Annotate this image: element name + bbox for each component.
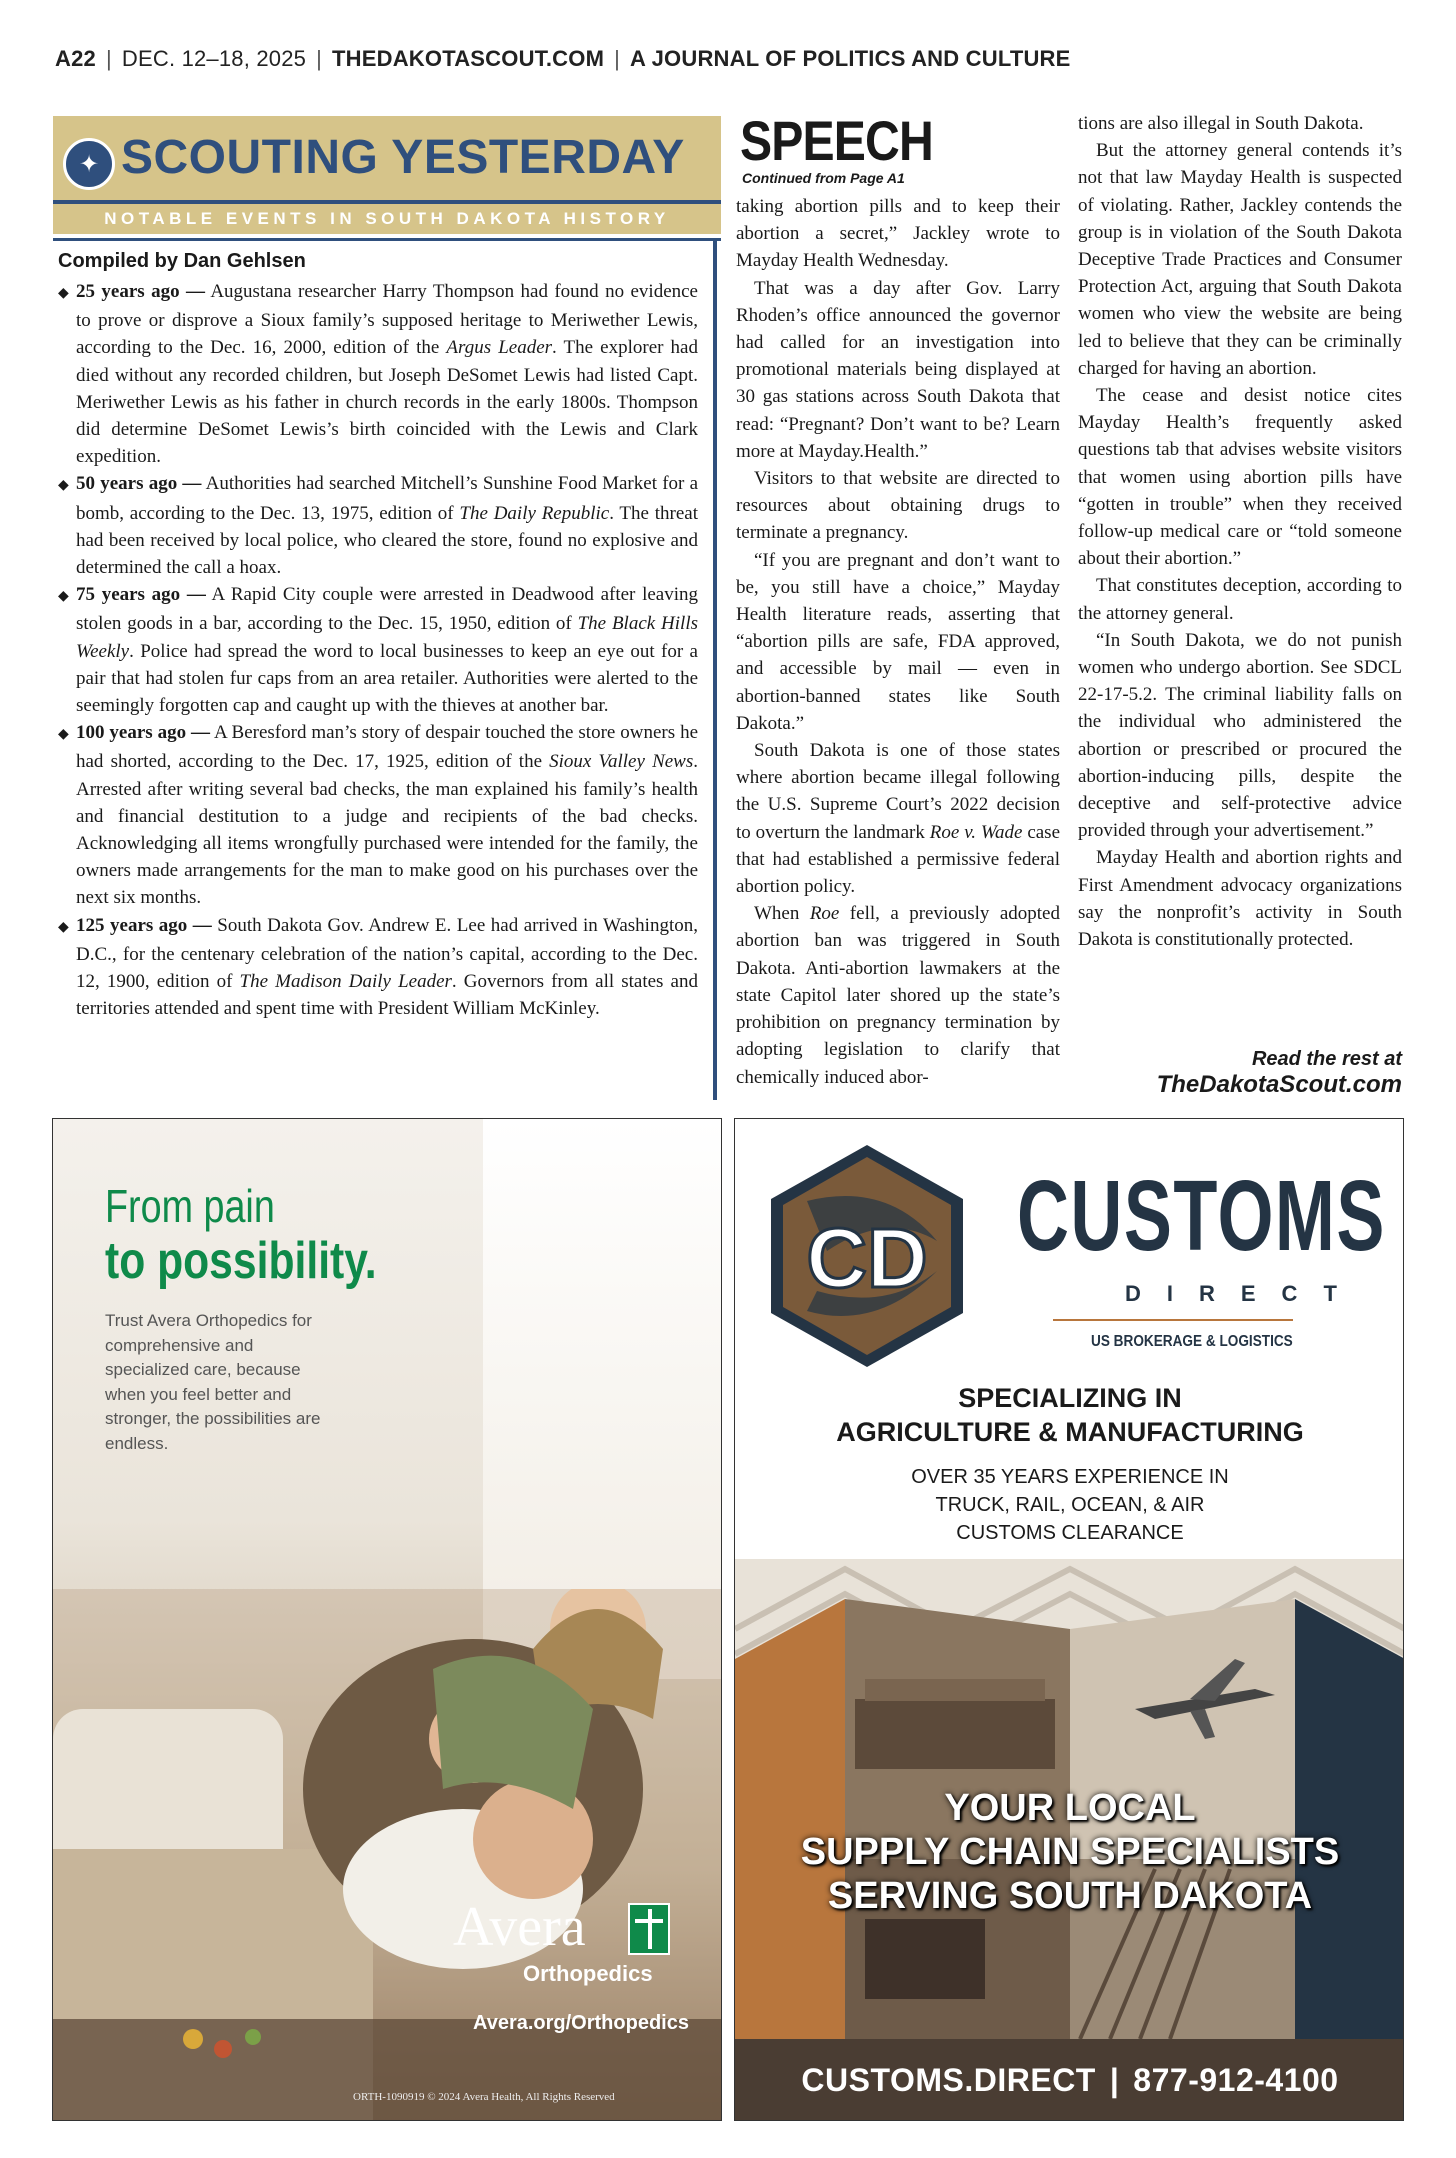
avera-logo: Avera [453,1896,586,1958]
byline: Compiled by Dan Gehlsen [58,250,306,272]
slogan: YOUR LOCAL SUPPLY CHAIN SPECIALISTS SERVING SOUTH DAKOTA [800,1787,1340,1917]
diamond-bullet-icon: ◆ [58,726,69,743]
continued-from: Continued from Page A1 [742,170,905,186]
paragraph: “In South Dakota, we do not punish women who undergo abortion. See SDCL 22-17-5.2. The criminal liability falls on the individual who administered the abortion or prescribed or procured the abortion-inducing pills, despite the deceptive and self-protective advice provided through your advertisement.” [1078,629,1402,842]
contact-footer: CUSTOMS.DIRECT | 877-912-4100 [735,2039,1404,2121]
page-header: A22 | DEC. 12–18, 2025 | THEDAKOTASCOUT.COM | A JOURNAL OF POLITICS AND CULTURE [55,46,1071,71]
section-subtitle: NOTABLE EVENTS IN SOUTH DAKOTA HISTORY [53,204,721,234]
story-column-2 [736,193,1060,1091]
diamond-bullet-icon: ◆ [58,588,69,605]
diamond-bullet-icon: ◆ [58,918,69,935]
story-column-3 [1078,110,1402,953]
experience: OVER 35 YEARS EXPERIENCE IN TRUCK, RAIL, OCEAN, & AIR CUSTOMS CLEARANCE [911,1466,1229,1544]
column-divider [713,240,717,1100]
customs-direct-ad[interactable] [734,1118,1404,2121]
paragraph: When Roe fell, a previously adopted abortion ban was triggered in South Dakota. Anti-abortion lawmakers at the state Capitol later shored up the state’s prohibition on pregnancy termination by adopting legislation to clarify that chemically induced abor- [736,903,1060,1088]
customs-direct-label: DIRECT [1125,1281,1363,1306]
paragraph: That was a day after Gov. Larry Rhoden’s office announced the governor had called for an investigation into promotional materials being displayed at 30 gas stations across South Dakota that read: “Pregnant? Don’t want to be? Learn more at Mayday.Health.” [736,277,1060,462]
paragraph: Visitors to that website are directed to resources about obtaining drugs to terminate a pregnancy. [736,468,1060,544]
ad-headline-2: to possibility. [105,1232,377,1290]
diamond-bullet-icon: ◆ [58,285,69,301]
service-line: US BROKERAGE & LOGISTICS [1091,1333,1293,1350]
read-more-link[interactable]: Read the rest at TheDakotaScout.com [1156,1048,1402,1098]
cd-mark-text: CD [806,1211,928,1305]
avera-url[interactable]: Avera.org/Orthopedics [473,2012,689,2034]
scouting-yesterday-banner [53,116,721,208]
avera-logo-sub: Orthopedics [523,1961,653,1986]
fine-print: ORTH-1090919 © 2024 Avera Health, All Rights Reserved [353,2091,615,2103]
history-item: ◆ 125 years ago — South Dakota Gov. Andrew E. Lee had arrived in Washington, D.C., for the centenary celebration of the nation’s capital, according to the Dec. 12, 1900, edition of The Madison Daily Leader. Governors from all states and territories attended and spent time with President William McKinley. [58,914,698,1020]
customs-url[interactable]: CUSTOMS.DIRECT [801,2062,1096,2098]
paragraph: That constitutes deception, according to the attorney general. [1078,575,1402,624]
ad-headline-1: From pain [105,1180,275,1232]
paragraph: tions are also illegal in South Dakota. [1078,113,1364,134]
site-link[interactable]: THEDAKOTASCOUT.COM [332,46,605,71]
paragraph: taking abortion pills and to keep their abortion a secret,” Jackley wrote to Mayday Health Wednesday. [736,196,1060,272]
tagline: A JOURNAL OF POLITICS AND CULTURE [630,46,1071,71]
section-title: SCOUTING YESTERDAY [121,131,685,184]
paragraph: “If you are pregnant and don’t want to be, you still have a choice,” Mayday Health literature reads, asserting that “abortion pills are safe, FDA approved, and accessible by mail — even in abortion-banned states like South Dakota.” [736,549,1060,734]
paragraph: Mayday Health and abortion rights and First Amendment advocacy organizations say the nonprofit’s activity in South Dakota is constitutionally protected. [1078,847,1402,951]
history-item: ◆ 25 years ago — Augustana researcher Harry Thompson had found no evidence to prove or disprove a Sioux family’s supposed heritage to Meriwether Lewis, according to the Dec. 16, 2000, edition of the Argus Leader. The explorer had died without any recorded children, but Joseph DeSomet Lewis had listed Capt. Meriwether Lewis as his father in church records in the early 1800s. Thompson did determine DeSomet Lewis’s birth coincided with the Lewis and Clark expedition. [58,281,698,468]
paragraph: South Dakota is one of those states where abortion became illegal following the U.S. Supreme Court’s 2022 decision to overturn the landmark Roe v. Wade case that had established a permissive federal abortion policy. [736,740,1061,898]
story-headline: SPEECH [740,109,933,172]
scout-logo-icon: ✦ [63,138,115,190]
paragraph: The cease and desist notice cites Mayday Health’s frequently asked questions tab that advises website visitors that women using abortion pills have “gotten in trouble” when they received follow-up medical care or “told someone about their abortion.” [1078,385,1402,570]
issue-date: DEC. 12–18, 2025 [121,46,307,71]
history-item: ◆ 75 years ago — A Rapid City couple were arrested in Deadwood after leaving stolen goods in a bar, according to the Dec. 15, 1950, edition of The Black Hills Weekly. Police had spread the word to local businesses to keep an eye out for a pair that had stolen fur caps from an area retailer. Authorities were alerted to the seemingly forgotten cap and caught up with the thieves at another bar. [58,584,698,717]
customs-title: CUSTOMS [1017,1160,1386,1272]
cd-hexagon-logo [767,1141,967,1371]
ad-body: Trust Avera Orthopedics for comprehensive and specialized care, because when you feel better and stronger, the possibilities are endless. [105,1311,321,1453]
paragraph: But the attorney general contends it’s not that law Mayday Health is suspected of violating. Rather, Jackley contends the group is in violation of the South Dakota Deceptive Trade Practices and Consumer Protection Act, arguing that South Dakota women who view the website are being led to believe that they can be criminally charged for having an abortion. [1078,140,1402,379]
accent-rule [1053,1319,1293,1321]
history-item: ◆ 100 years ago — A Beresford man’s story of despair touched the store owners he had shorted, according to the Dec. 17, 1925, edition of the Sioux Valley News. Arrested after writing several bad checks, the man explained his family’s health and financial destitution to a judge and recipients of the bad checks. Acknowledging all items wrongfully purchased were intended for the family, the owners made arrangements for the man to make good on his purchases over the next six months. [58,722,699,909]
customs-phone[interactable]: 877-912-4100 [1133,2062,1339,2098]
history-list [58,278,698,1022]
diamond-bullet-icon: ◆ [58,477,69,494]
avera-ad[interactable] [52,1118,722,2121]
avera-cross-icon [628,1903,670,1955]
subtitle-rule [53,238,721,241]
specialty: SPECIALIZING IN AGRICULTURE & MANUFACTURING [836,1383,1304,1447]
page-number: A22 [55,46,96,71]
history-item: ◆ 50 years ago — Authorities had searched Mitchell’s Sunshine Food Market for a bomb, according to the Dec. 13, 1975, edition of The Daily Republic. The threat had been received by local police, who cleared the store, found no explosive and determined the call a hoax. [58,473,699,579]
family-photo [53,1589,722,2121]
